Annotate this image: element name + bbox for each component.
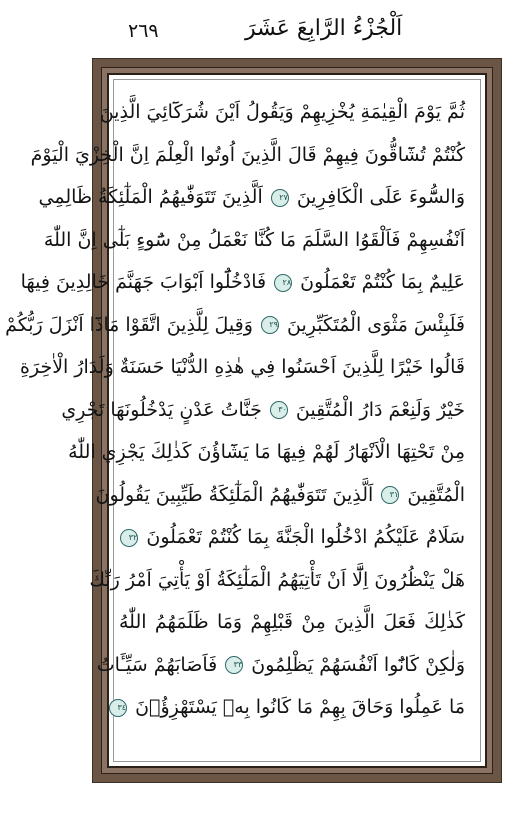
text-line: وَالسُّٓوءَ عَلَى الْكَافِرِينَ ٢٧ اَلَّذِينَ تَتَوَفّٰيهُمُ الْمَلٰٓئِكَةُ ظَالِمِي: [38, 186, 465, 208]
juz-title: اَلْجُزْءُ الرَّابِعَ عَشَرَ: [245, 16, 403, 41]
verse-end-marker: ٣٠: [270, 401, 288, 419]
verse-end-marker: ٣٤: [109, 699, 127, 717]
text-line: وَلٰكِنْ كَانُٓوا اَنْفُسَهُمْ يَظْلِمُونَ ٣٣ فَاَصَابَهُمْ سَيِّـَٔاتُ: [96, 653, 465, 676]
text-line: فَلَبِئْسَ مَثْوَى الْمُتَكَبِّرِينَ ٢٩ وَقِيلَ لِلَّذِينَ اتَّقَوْا مَاذَٓا اَنْزَلَ رَبُّكُمْ: [5, 313, 465, 336]
verse-end-marker: ٣١: [381, 486, 399, 504]
text-line: خَيْرٌ وَلَنِعْمَ دَارُ الْمُتَّقِينَ ٣٠ جَنَّاتُ عَدْنٍ يَدْخُلُونَهَا تَجْرِي: [61, 398, 465, 421]
text-line: الْمُتَّقِينَ ٣١ اَلَّذِينَ تَتَوَفّٰيهُمُ الْمَلٰٓئِكَةُ طَيِّبِينَ يَقُولُونَ: [95, 483, 465, 506]
ornamental-frame: [5, 58, 502, 783]
text-line: كُنْتُمْ تُشَٓاقُّونَ فِيهِمْ قَالَ الَّذِينَ اُوتُوا الْعِلْمَ اِنَّ الْخِزْيَ الْيَوْمَ: [30, 143, 465, 166]
verse-end-marker: ٣٣: [225, 656, 243, 674]
text-line: مَا عَمِلُوا وَحَاقَ بِهِمْ مَا كَانُوا بِهٖ يَسْتَهْزِؤُ۫نَ ٣٤: [119, 686, 465, 729]
verse-end-marker: ٣٢: [120, 529, 138, 547]
text-line: هَلْ يَنْظُرُونَ اِلَّٓا اَنْ تَأْتِيَهُمُ الْمَلٰٓئِكَةُ اَوْ يَأْتِيَ اَمْرُ رَبِّكَ: [89, 568, 465, 591]
verse-end-marker: ٢٩: [261, 316, 279, 334]
page-footer: [100, 798, 500, 812]
text-line: قَالُوا خَيْرًا لِلَّذِينَ اَحْسَنُوا فِي هٰذِهِ الدُّنْيَا حَسَنَةٌ وَلَدَارُ الْاٰخِرَةِ: [20, 356, 465, 378]
page-header: [95, 14, 495, 54]
text-line: سَلَامٌ عَلَيْكُمُ ادْخُلُوا الْجَنَّةَ بِمَا كُنْتُمْ تَعْمَلُونَ ٣٢: [119, 516, 465, 559]
text-line: مِنْ تَحْتِهَا الْاَنْهَارُ لَهُمْ فِيهَا مَا يَشَٓاؤُنَ كَذٰلِكَ يَجْزِي اللّٰهُ: [68, 441, 465, 463]
verse-end-marker: ٢٨: [274, 274, 292, 292]
verse-end-marker: ٢٧: [271, 189, 289, 207]
text-line: ثُمَّ يَوْمَ الْقِيٰمَةِ يُخْزِيهِمْ وَيَقُولُ اَيْنَ شُرَكَٓائِيَ الَّذِينَ: [99, 101, 465, 123]
text-line: عَلِيمٌ بِمَا كُنْتُمْ تَعْمَلُونَ ٢٨ فَادْخُلُٓوا اَبْوَابَ جَهَنَّمَ خَالِدِينَ فِيهَا: [20, 271, 465, 293]
text-line: كَذٰلِكَ فَعَلَ الَّذِينَ مِنْ قَبْلِهِمْ وَمَا ظَلَمَهُمُ اللّٰهُ: [119, 611, 465, 633]
text-panel: [5, 73, 487, 768]
page-number: ٢٦٩: [128, 20, 159, 42]
quran-text-lines: [5, 91, 465, 729]
text-line: اَنْفُسِهِمْ فَاَلْقَوُا السَّلَمَ مَا كُنَّا نَعْمَلُ مِنْ سُٓوءٍ بَلٰٓى اِنَّ اللّٰهَ: [43, 228, 465, 251]
